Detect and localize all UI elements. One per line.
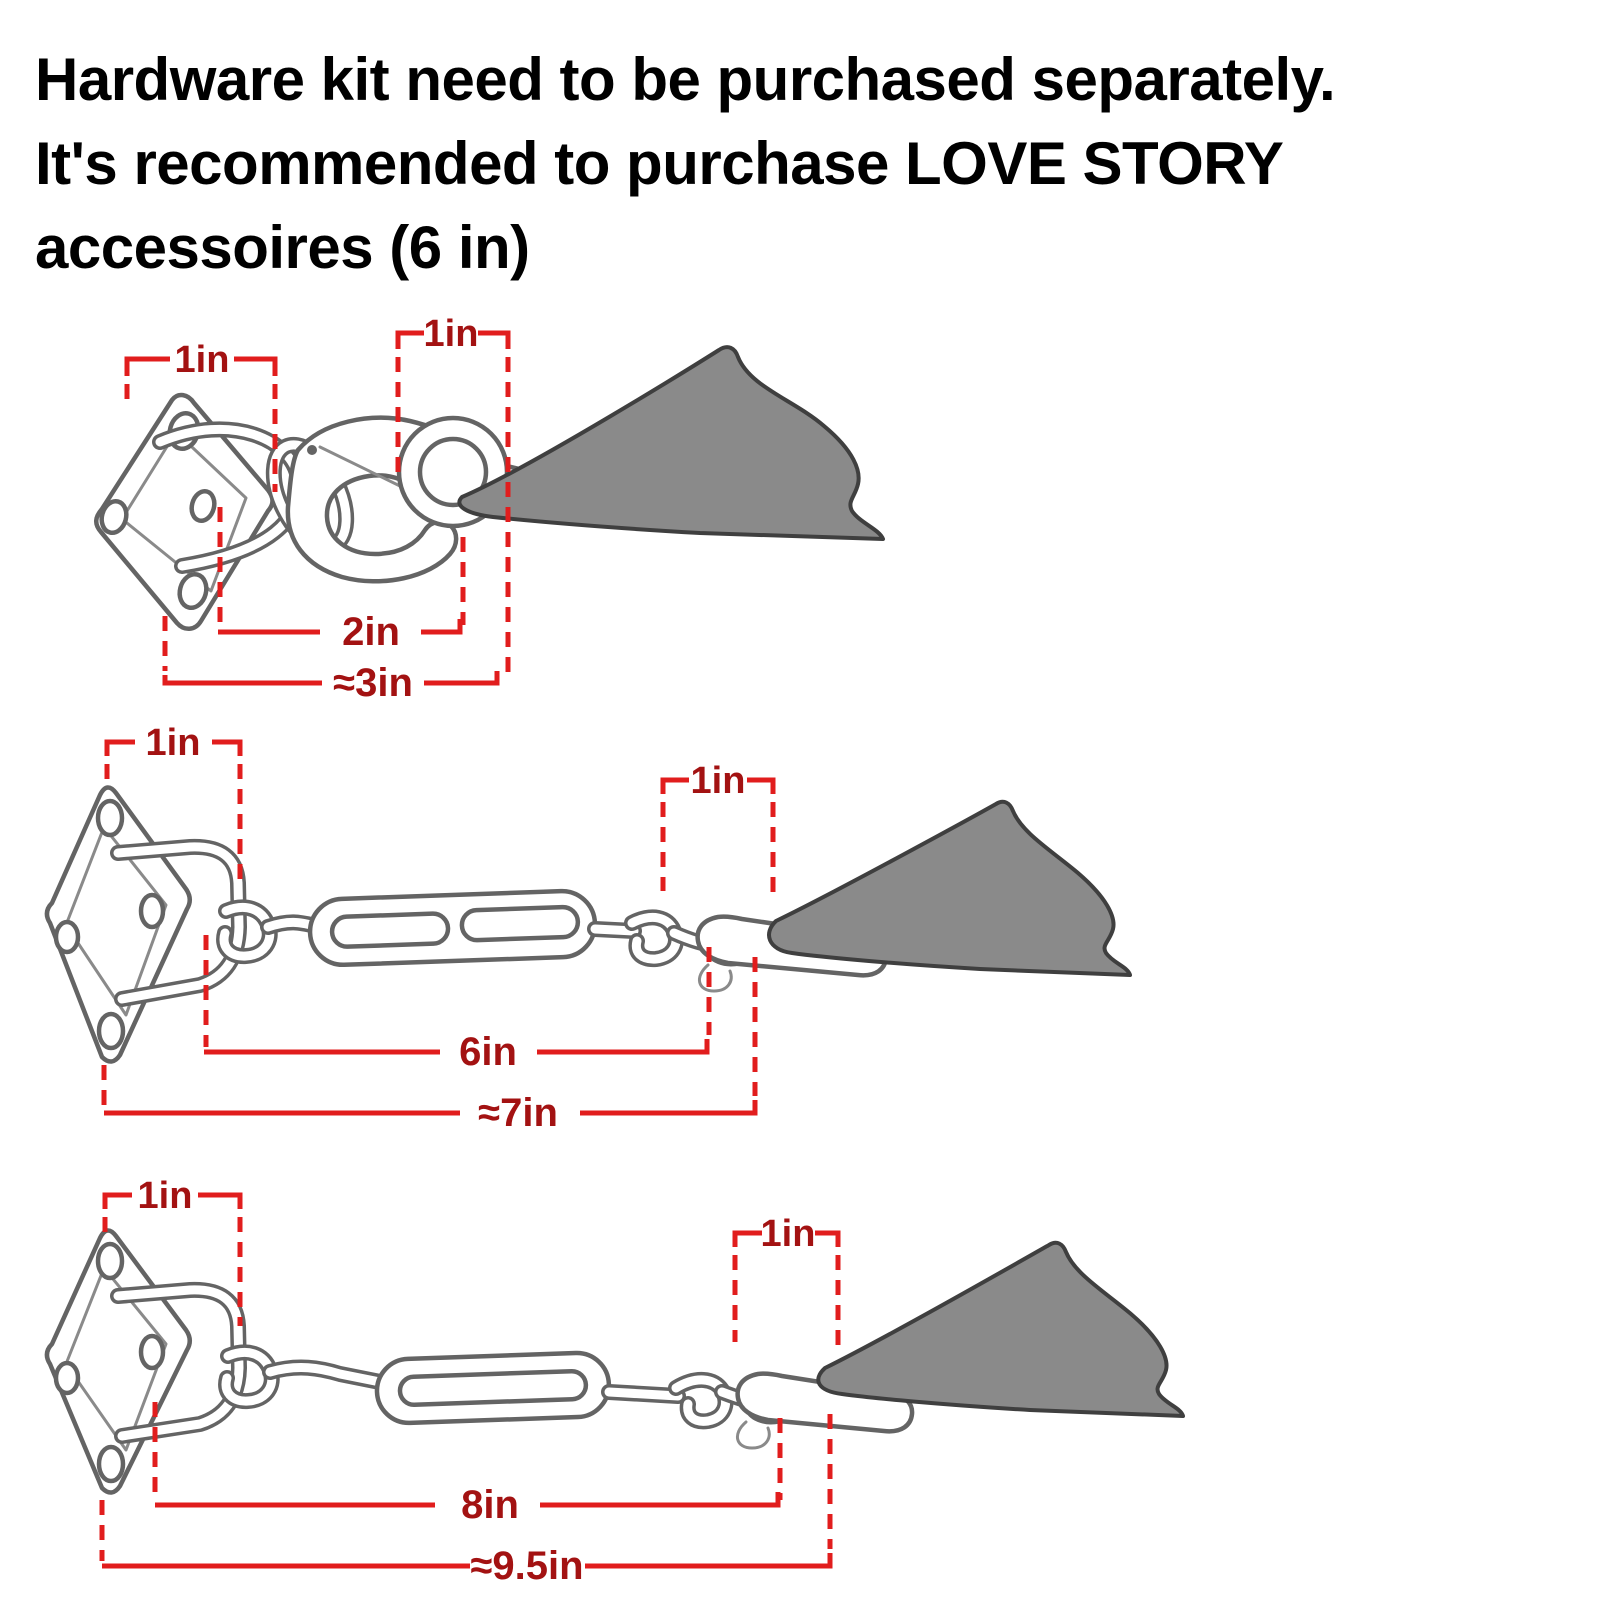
dim-label: 1in: [174, 339, 230, 381]
dim-label: 1in: [690, 760, 746, 802]
dim-label: ≈7in: [478, 1091, 558, 1130]
dim-label: 1in: [137, 1175, 193, 1217]
dim-label: ≈9.5in: [470, 1544, 584, 1585]
dim-label: 2in: [342, 610, 400, 654]
diagram-turnbuckle-6in: [40, 715, 1170, 1130]
carabiner-rivet: [307, 445, 317, 455]
dim-label: 1in: [760, 1213, 816, 1255]
dim-label: 8in: [461, 1483, 519, 1527]
turnbuckle-drawing: [224, 890, 718, 966]
pad-eye-drawing: [47, 787, 239, 1061]
dim-label: ≈3in: [333, 661, 413, 705]
title-line-1: Hardware kit need to be purchased separately.: [35, 46, 1336, 113]
dim-label: 1in: [145, 722, 201, 764]
page-title: [35, 38, 1555, 290]
pad-eye-drawing: [47, 1230, 239, 1492]
dim-label: 6in: [459, 1030, 517, 1074]
dim-ring-width: [663, 760, 773, 898]
dim-label: 1in: [423, 313, 479, 355]
pad-eye-drawing: [96, 395, 298, 629]
sail-corner: [769, 802, 1130, 975]
diagram-turnbuckle-8in: [40, 1150, 1240, 1585]
turnbuckle-drawing: [226, 1352, 760, 1424]
title-line-3: accessoires (6 in): [35, 214, 530, 281]
sail-corner: [459, 347, 883, 539]
dim-ring-width: [735, 1213, 838, 1346]
sail-corner: [818, 1243, 1183, 1416]
title-line-2: It's recommended to purchase LOVE STORY: [35, 130, 1284, 197]
dim-total-length: [165, 616, 497, 705]
diagram-snap-hook-kit: [60, 300, 920, 710]
